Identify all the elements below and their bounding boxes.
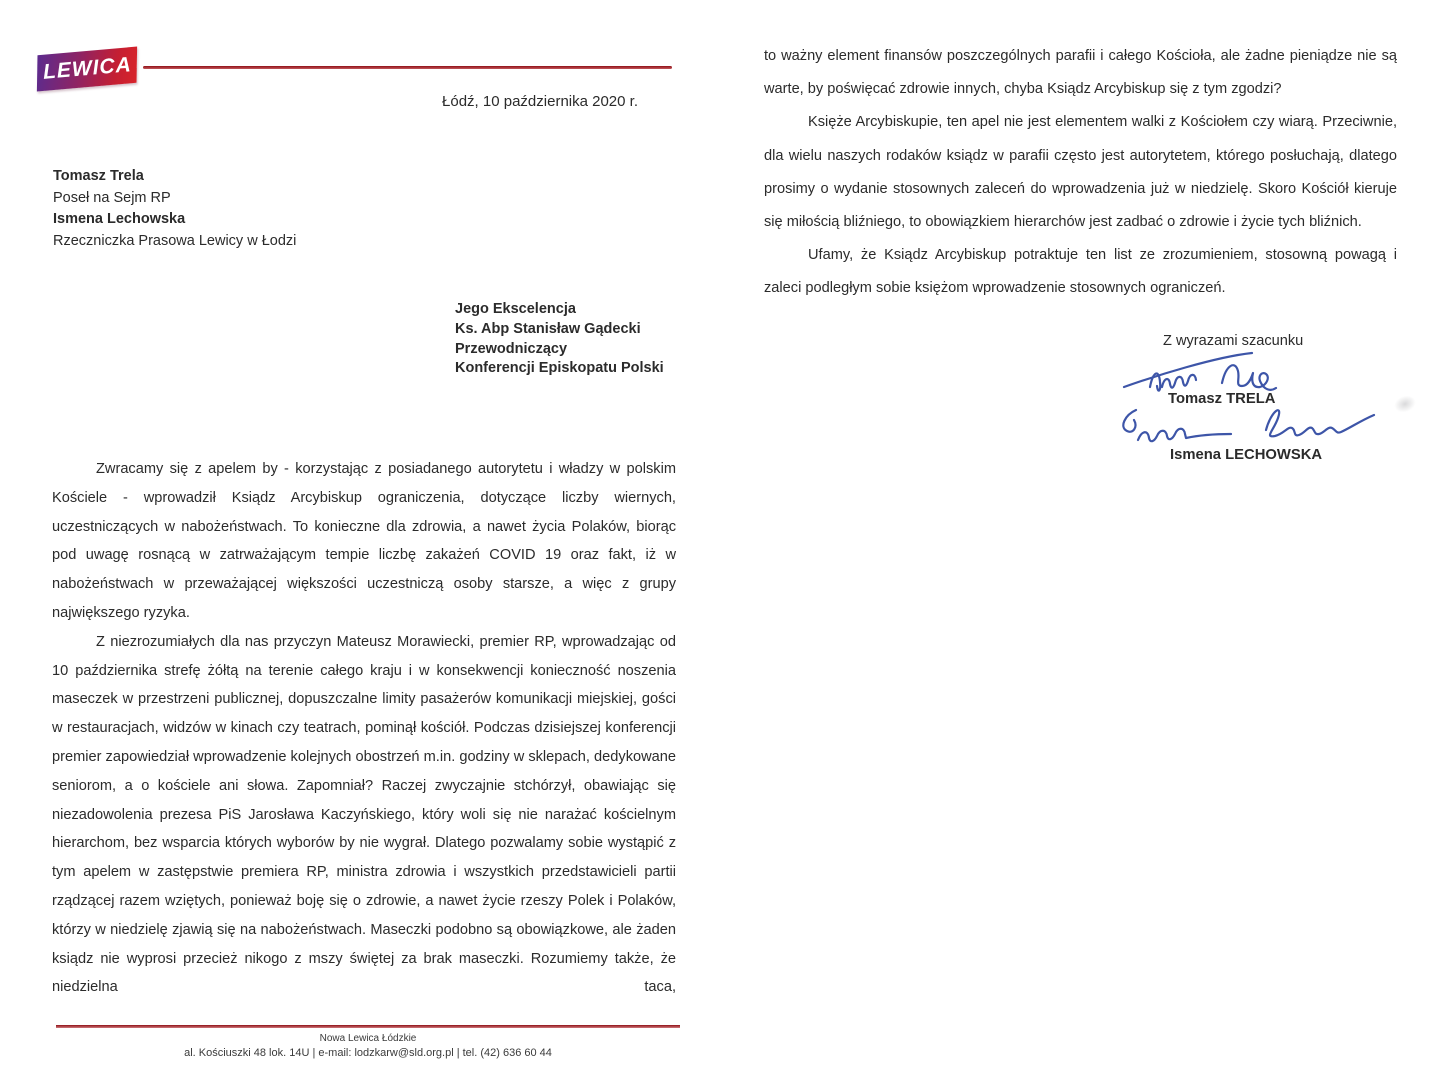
recipient-line-4: Konferencji Episkopatu Polski bbox=[455, 360, 664, 377]
scan-artifact bbox=[1392, 393, 1418, 416]
footer-organization: Nowa Lewica Łódzkie bbox=[319, 1033, 417, 1044]
recipient-line-1: Jego Ekscelencja bbox=[455, 301, 576, 317]
recipient-block bbox=[455, 300, 664, 379]
letter-body-page-1 bbox=[52, 455, 676, 1002]
signer-name-ismena-lechowska: Ismena LECHOWSKA bbox=[1170, 447, 1323, 463]
lewica-logo-text: LEWICA bbox=[42, 53, 132, 84]
closing-salutation: Z wyrazami szacunku bbox=[1163, 333, 1304, 349]
sender-block bbox=[53, 166, 296, 252]
letter-body-page-2 bbox=[764, 40, 1397, 306]
paragraph: Z niezrozumiałych dla nas przyczyn Mateusz Morawiecki, premier RP, wprowadzając od 10 października strefę żółtą na terenie całego kraju i w konsekwencji konieczność noszenia maseczek w przestrzeni publicznej, dopuszczalne limity pasażerów komunikacji miejskiej, gości w restauracjach, widzów w kinach czy teatrach, pominął kościół. Podczas dzisiejszej konferencji premier zapowiedział wprowadzenie kolejnych obostrzeń m.in. godziny w sklepach, dedykowane seniorom, a o kościele ani słowa. Zapomniał? Raczej zwyczajnie stchórzył, obawiając się niezadowolenia prezesa PiS Jarosława Kaczyńskiego, który woli się nie narażać kościelnym hierarchom, bez wsparcia których wyborów by nie wygrał. Dlatego pozwalamy sobie wystąpić z tym apelem w zastępstwie premiera RP, ministra zdrowia i wszystkich przedstawicieli partii rządzącej razem wziętych, ponieważ boję się o zdrowie, a nawet życie rzeszy Polek i Polaków, którzy w niedzielę zjawią się na nabożeństwach. Maseczki podobno są obowiązkowe, ale żaden ksiądz nie wyprosi przecież nikogo z mszy świętej za brak maseczki. Rozumiemy także, że niedzielna taca, bbox=[52, 633, 676, 996]
sender-name-1: Tomasz Trela bbox=[53, 168, 144, 184]
date-line: Łódź, 10 października 2020 r. bbox=[442, 93, 638, 110]
footer bbox=[56, 1033, 680, 1059]
footer-contact-info: al. Kościuszki 48 lok. 14U | e-mail: lodzkarw@sld.org.pl | tel. (42) 636 60 44 bbox=[184, 1047, 552, 1059]
sender-title-1: Poseł na Sejm RP bbox=[53, 189, 171, 206]
signer-name-tomasz-trela: Tomasz TRELA bbox=[1168, 391, 1276, 407]
footer-rule bbox=[56, 1025, 680, 1028]
sender-title-2: Rzeczniczka Prasowa Lewicy w Łodzi bbox=[53, 232, 297, 249]
paragraph: Ufamy, że Ksiądz Arcybiskup potraktuje ten list ze zrozumieniem, stosowną powagą i zaleci podległym sobie księżom wprowadzenie stosownych ograniczeń. bbox=[764, 247, 1397, 297]
sender-name-2: Ismena Lechowska bbox=[53, 211, 186, 227]
recipient-line-2: Ks. Abp Stanisław Gądecki bbox=[455, 320, 641, 337]
header-rule bbox=[143, 66, 672, 69]
paragraph: Księże Arcybiskupie, ten apel nie jest elementem walki z Kościołem czy wiarą. Przeciwnie, dla wielu naszych rodaków ksiądz w parafii często jest autorytetem, którego posłuchają, dlatego prosimy o wydanie stosownych zaleceń do wprowadzenia już w niedzielę. Skoro Kościół kieruje się miłością bliźniego, to obowiązkiem hierarchów jest zadbać o zdrowie i życie tych bliźnich. bbox=[764, 114, 1397, 231]
lewica-logo bbox=[37, 47, 137, 92]
recipient-line-3: Przewodniczący bbox=[455, 340, 568, 357]
paragraph: to ważny element finansów poszczególnych parafii i całego Kościoła, ale żadne pieniądze nie są warte, by poświęcać zdrowie innych, chyba Ksiądz Arcybiskup się z tym zgodzi? bbox=[764, 48, 1397, 98]
paragraph: Zwracamy się z apelem by - korzystając z posiadanego autorytetu i władzy w polskim Kościele - wprowadził Ksiądz Arcybiskup ograniczenia, dotyczące liczby wiernych, uczestniczących w nabożeństwach. To konieczne dla zdrowia, a nawet życia Polaków, biorąc pod uwagę rosnącą w zatrważającym tempie liczbę zakażeń COVID 19 oraz fakt, iż w nabożeństwach w przeważającej większości uczestniczą osoby starsze, a więc z grupy największego ryzyka. bbox=[52, 461, 676, 621]
